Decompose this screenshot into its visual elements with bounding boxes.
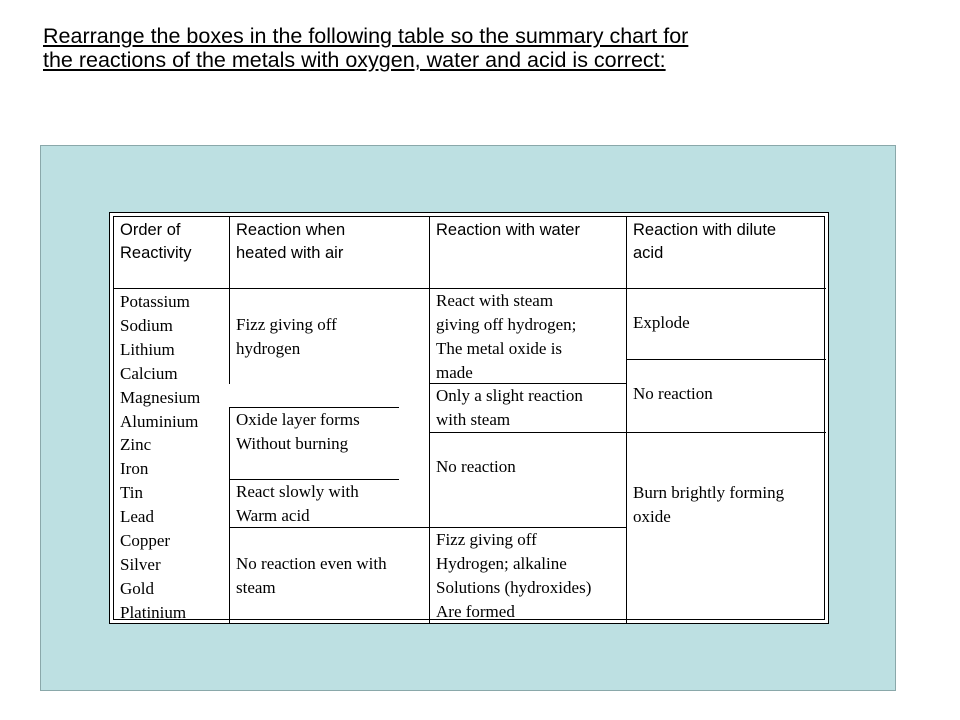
table-frame (113, 216, 825, 620)
header-reaction-with-water (429, 217, 626, 288)
header-text: Reaction when (236, 221, 346, 239)
header-text: Order of (120, 221, 181, 239)
list-item: Gold (120, 578, 154, 598)
col4-box-burn-brightly (626, 432, 826, 623)
list-item: Tin (120, 483, 144, 503)
col2-box-fizz-hydrogen (229, 289, 429, 384)
box-text: with steam (436, 410, 511, 429)
list-item: Lithium (120, 339, 175, 359)
header-order-of-reactivity (114, 217, 229, 288)
box-text: Without burning (236, 434, 349, 453)
list-item: Iron (120, 459, 149, 479)
box-text: made (436, 363, 473, 382)
box-text: Burn brightly forming (633, 483, 785, 502)
header-text: acid (633, 244, 664, 262)
box-text: React slowly with (236, 482, 359, 501)
instruction-line-1: Rearrange the boxes in the following table so the summary chart for (43, 24, 689, 48)
box-text: Only a slight reaction (436, 386, 583, 405)
col3-box-no-reaction (429, 432, 626, 527)
col3-box-slight-reaction (429, 383, 626, 432)
list-item: Lead (120, 507, 154, 527)
col2-box-oxide-layer (229, 407, 399, 479)
box-text: Hydrogen; alkaline (436, 554, 567, 573)
list-item: Silver (120, 554, 161, 574)
box-text: giving off hydrogen; (436, 315, 577, 334)
header-text: Reaction with water (436, 221, 580, 239)
box-text: Solutions (hydroxides) (436, 578, 592, 597)
box-text: Explode (633, 313, 690, 332)
box-text: Fizz giving off (236, 315, 337, 334)
list-item: Sodium (120, 315, 173, 335)
col2-box-react-slowly (229, 479, 399, 527)
instruction-heading (43, 24, 923, 72)
list-item: Aluminium (120, 411, 199, 431)
list-item: Calcium (120, 363, 178, 383)
header-text: Reaction with dilute (633, 221, 777, 239)
box-text: No reaction (633, 384, 713, 403)
box-text: oxide (633, 507, 671, 526)
list-item: Potassium (120, 292, 190, 311)
header-text: Reactivity (120, 244, 192, 262)
box-text: No reaction (436, 457, 516, 476)
box-text: Are formed (436, 602, 515, 621)
col3-box-react-steam (429, 289, 626, 384)
box-text: No reaction even with (236, 554, 387, 573)
box-text: steam (236, 578, 276, 597)
list-item: Magnesium (120, 387, 201, 407)
header-reaction-with-dilute-acid (626, 217, 826, 288)
col2-box-no-reaction-steam (229, 527, 429, 623)
col3-box-fizz-alkaline (429, 527, 626, 623)
box-text: The metal oxide is (436, 339, 563, 358)
list-item: Copper (120, 531, 171, 551)
instruction-line-2: the reactions of the metals with oxygen, water and acid is correct: (43, 48, 666, 72)
col4-box-explode (626, 289, 826, 359)
metals-list (114, 290, 229, 625)
box-text: hydrogen (236, 339, 301, 358)
reactivity-table (109, 212, 829, 624)
list-item: Platinium (120, 602, 187, 622)
box-text: Fizz giving off (436, 530, 537, 549)
header-reaction-heated-with-air (229, 217, 429, 288)
box-text: Oxide layer forms (236, 410, 360, 429)
col4-box-no-reaction (626, 359, 826, 432)
box-text: React with steam (436, 291, 554, 310)
box-text: Warm acid (236, 506, 310, 525)
header-text: heated with air (236, 244, 344, 262)
list-item: Zinc (120, 435, 152, 455)
